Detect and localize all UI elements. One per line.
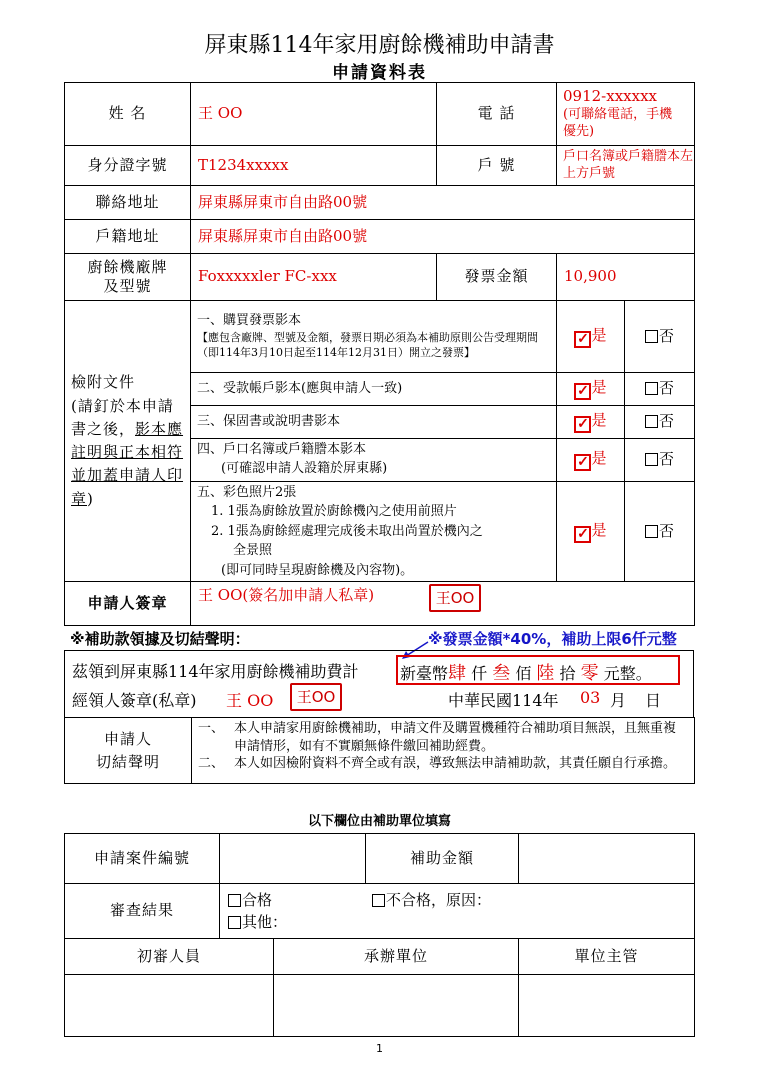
reviewer-signature[interactable] [65, 975, 274, 1037]
date-day-unit: 日 [645, 691, 662, 710]
attachment-1-no[interactable]: 否 [625, 301, 695, 373]
checkbox-icon [372, 894, 385, 907]
case-no-value[interactable] [220, 834, 366, 884]
declaration-table [64, 717, 695, 784]
name-label: 姓 名 [65, 83, 191, 146]
invoice-label: 發票金額 [437, 254, 557, 301]
review-label: 審查結果 [65, 884, 220, 939]
date-prefix: 中華民國114年 [448, 691, 559, 710]
reg-address-label: 戶籍地址 [65, 220, 191, 254]
checkbox-icon [645, 453, 658, 466]
brand-label: 廚餘機廠牌及型號 [65, 254, 191, 301]
receiver-label: 經領人簽章(私章) [72, 691, 197, 710]
receipt-line1: 茲領到屏東縣114年家用廚餘機補助費計 [72, 662, 359, 681]
receiver-name[interactable]: 王 OO [226, 691, 274, 710]
household-label: 戶 號 [437, 146, 557, 186]
address-value[interactable]: 屏東縣屏東市自由路00號 [191, 186, 695, 220]
receiver-stamp: 王OO [290, 683, 342, 711]
id-value[interactable]: T1234xxxxx [191, 146, 437, 186]
attachment-1-yes[interactable]: ✓ 是 [557, 301, 625, 373]
signature-value[interactable]: 王 OO(簽名加申請人私章) [191, 582, 695, 626]
household-note[interactable]: 戶口名簿或戶籍謄本左上方戶號 [557, 146, 695, 186]
case-no-label: 申請案件編號 [65, 834, 220, 884]
checked-checkbox-icon: ✓ [574, 416, 591, 433]
attachment-5-no[interactable]: 否 [625, 482, 695, 582]
attachment-3-no[interactable]: 否 [625, 406, 695, 439]
checked-checkbox-icon: ✓ [574, 454, 591, 471]
address-label: 聯絡地址 [65, 186, 191, 220]
attachment-2-yes[interactable]: ✓ 是 [557, 373, 625, 406]
reg-address-value[interactable]: 屏東縣屏東市自由路00號 [191, 220, 695, 254]
attachment-2-no[interactable]: 否 [625, 373, 695, 406]
checkbox-icon [228, 894, 241, 907]
date-month[interactable]: 03 [580, 688, 601, 707]
checked-checkbox-icon: ✓ [574, 383, 591, 400]
declaration-items [192, 718, 695, 784]
phone-note: (可聯絡電話，手機優先) [563, 106, 673, 139]
phone-label: 電 話 [437, 83, 557, 146]
attachment-4-no[interactable]: 否 [625, 439, 695, 482]
brand-value[interactable]: Foxxxxxler FC-xxx [191, 254, 437, 301]
attachment-3-yes[interactable]: ✓ 是 [557, 406, 625, 439]
subsidy-amount-value[interactable] [519, 834, 695, 884]
review-result [220, 884, 695, 939]
receipt-note: ※發票金額*40%，補助上限6仟元整 [428, 630, 677, 648]
attachment-item-2: 二、受款帳戶影本(應與申請人一致) [191, 373, 557, 406]
declaration-item-2: 二、 本人如因檢附資料不齊全或有誤，導致無法申請補助款，其責任願自行承擔。 [198, 756, 677, 772]
receipt-heading: ※補助款領據及切結聲明： [70, 630, 250, 648]
attachment-5-yes[interactable]: ✓ 是 [557, 482, 625, 582]
checkbox-icon [645, 382, 658, 395]
fail-option[interactable]: 不合格，原因： [372, 891, 491, 909]
subsidy-amount-label: 補助金額 [366, 834, 519, 884]
unit-label: 承辦單位 [274, 939, 519, 975]
checkbox-icon [228, 916, 241, 929]
name-value[interactable]: 王 OO [191, 83, 437, 146]
declaration-label: 申請人 切結聲明 [65, 718, 192, 784]
id-label: 身分證字號 [65, 146, 191, 186]
attachment-item-5: 五、彩色照片2張 1. 1張為廚餘放置於廚餘機內之使用前照片 2. 1張為廚餘經處理完成後未取出尚置於機內之 全景照 (即可同時呈現廚餘機及內容物)。 [191, 482, 557, 582]
pass-option[interactable]: 合格 [228, 891, 272, 909]
checked-checkbox-icon: ✓ [574, 526, 591, 543]
amount-text[interactable]: 新臺幣肆 仟 叁 佰 陸 拾 零 元整。 [400, 663, 652, 684]
office-heading: 以下欄位由補助單位填寫 [307, 814, 451, 829]
checkbox-icon [645, 415, 658, 428]
attachment-item-4: 四、戶口名簿或戶籍謄本影本 (可確認申請人設籍於屏東縣) [191, 439, 557, 482]
phone-value: 0912-xxxxxx [563, 87, 657, 106]
declaration-item-1: 一、 本人申請家用廚餘機補助，申請文件及購置機種符合補助項目無誤，且無重複申請情形，如有不實願無條件繳回補助經費。 [198, 721, 677, 754]
phone-cell[interactable] [557, 83, 695, 146]
page-subtitle: 申請資料表 [332, 63, 427, 83]
signature-stamp: 王OO [429, 584, 481, 612]
attachments-label: 檢附文件 (請釘於本申請書之後，影本應註明與正本相符並加蓋申請人印章) [65, 301, 191, 582]
checked-checkbox-icon: ✓ [574, 331, 591, 348]
checkbox-icon [645, 330, 658, 343]
supervisor-signature[interactable] [519, 975, 695, 1037]
reviewer-label: 初審人員 [65, 939, 274, 975]
attachment-item-1: 一、購買發票影本 【應包含廠牌、型號及金額，發票日期必須為本補助原則公告受理期間（即114年3月10日起至114年12月31日）開立之發票】 [191, 301, 557, 373]
applicant-table [64, 82, 695, 626]
checkbox-icon [645, 525, 658, 538]
page-title: 屏東縣114年家用廚餘機補助申請書 [204, 33, 555, 58]
attachment-4-yes[interactable]: ✓ 是 [557, 439, 625, 482]
office-table [64, 833, 695, 1037]
invoice-value[interactable]: 10,900 [557, 254, 695, 301]
page-number: 1 [376, 1042, 383, 1055]
attachment-item-3: 三、保固書或說明書影本 [191, 406, 557, 439]
signature-label: 申請人簽章 [65, 582, 191, 626]
other-option[interactable]: 其他： [228, 913, 287, 931]
unit-signature[interactable] [274, 975, 519, 1037]
supervisor-label: 單位主管 [519, 939, 695, 975]
date-month-unit: 月 [610, 691, 627, 710]
